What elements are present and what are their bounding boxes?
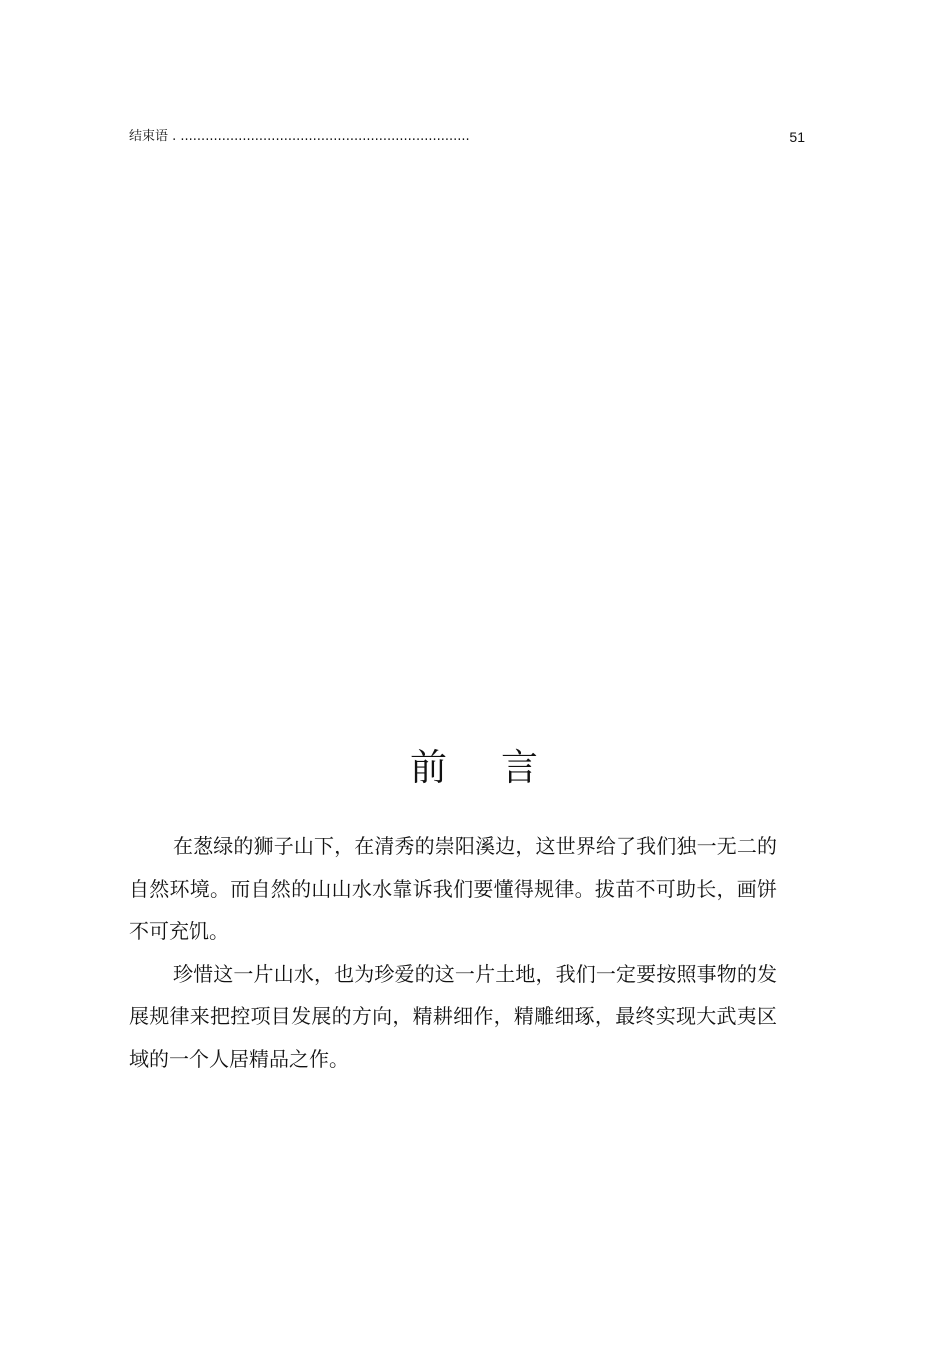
preface-title (0, 742, 950, 794)
preface-paragraph-2: 珍惜这一片山水，也为珍爱的这一片土地，我们一定要按照事物的发展规律来把控项目发展的方向，精耕细作，精雕细琢，最终实现大武夷区域的一个人居精品之作。 (129, 961, 777, 1071)
toc-entry-conclusion[interactable] (129, 127, 805, 147)
preface-title-char-2: 言 (501, 746, 540, 789)
preface-body (129, 825, 777, 1080)
preface-paragraph-1: 在葱绿的狮子山下，在清秀的崇阳溪边，这世界给了我们独一无二的自然环境。而自然的山山水水靠诉我们要懂得规律。拔苗不可助长，画饼不可充饥。 (129, 834, 777, 943)
preface-title-char-1: 前 (410, 746, 449, 789)
toc-entry-page-number: 51 (789, 129, 805, 145)
toc-entry-label: 结束语 . ...................................................................... (129, 129, 470, 144)
